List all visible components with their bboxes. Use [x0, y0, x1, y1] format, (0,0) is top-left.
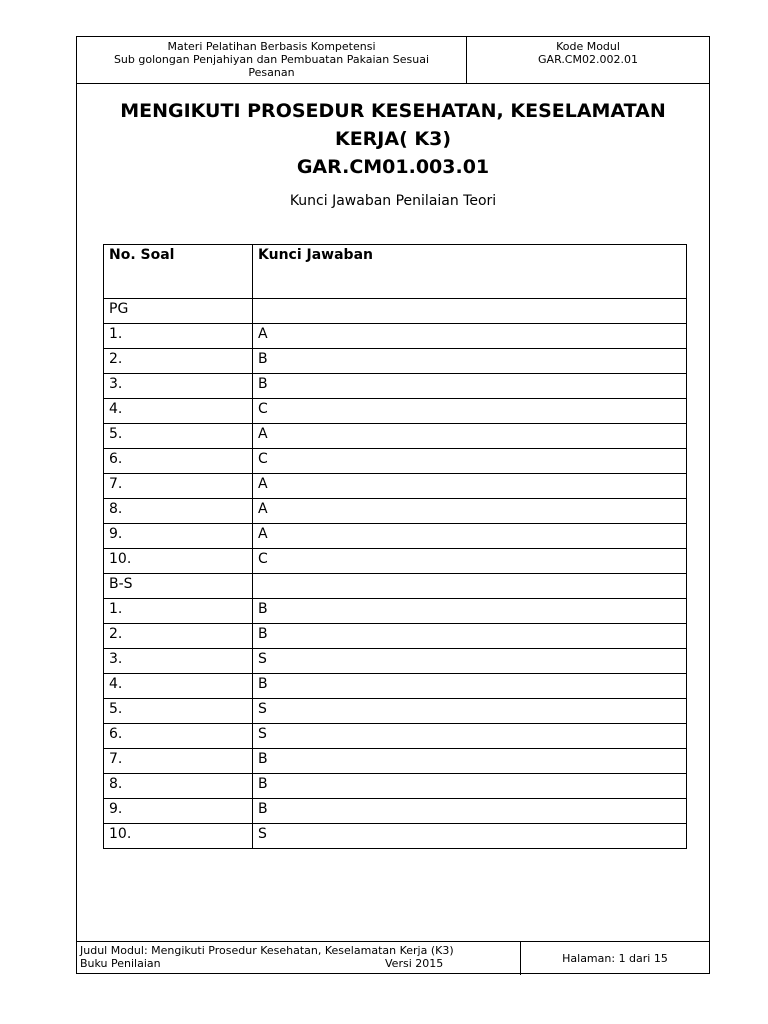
table-row	[104, 374, 687, 399]
footer-module-title: Judul Modul: Mengikuti Prosedur Kesehatan, Keselamatan Kerja (K3)	[80, 944, 454, 957]
header-course-line1: Materi Pelatihan Berbasis Kompetensi	[167, 40, 376, 53]
question-number-cell: PG	[104, 299, 253, 324]
table-header-row	[104, 245, 687, 299]
question-number-cell: 3.	[104, 374, 253, 399]
answer-key-cell: A	[253, 524, 687, 549]
answer-key-cell: S	[253, 649, 687, 674]
question-number-cell: 1.	[104, 324, 253, 349]
answer-key-cell: S	[253, 699, 687, 724]
question-number-cell: 2.	[104, 624, 253, 649]
table-row	[104, 499, 687, 524]
answer-key-cell: A	[253, 424, 687, 449]
document-title	[77, 97, 709, 181]
question-number-cell: 4.	[104, 399, 253, 424]
answer-key-cell: B	[253, 774, 687, 799]
question-number-cell: 5.	[104, 424, 253, 449]
question-number-cell: 8.	[104, 499, 253, 524]
table-row	[104, 574, 687, 599]
title-line1: MENGIKUTI PROSEDUR KESEHATAN, KESELAMATAN	[120, 100, 666, 122]
answer-key-cell: B	[253, 599, 687, 624]
answer-key-cell: B	[253, 349, 687, 374]
answer-key-cell: A	[253, 324, 687, 349]
answer-key-cell: S	[253, 824, 687, 849]
question-number-cell: 8.	[104, 774, 253, 799]
table-row	[104, 449, 687, 474]
table-row	[104, 549, 687, 574]
title-line3: GAR.CM01.003.01	[296, 156, 490, 178]
question-number-cell: 6.	[104, 449, 253, 474]
answer-key-cell: C	[253, 399, 687, 424]
table-row	[104, 524, 687, 549]
table-row	[104, 749, 687, 774]
answer-key-table	[103, 244, 687, 849]
answer-key-cell: S	[253, 724, 687, 749]
table-row	[104, 799, 687, 824]
question-number-cell: 6.	[104, 724, 253, 749]
document-page	[76, 36, 710, 974]
column-header-question-no: No. Soal	[104, 245, 253, 299]
answer-key-cell: B	[253, 799, 687, 824]
answer-key-cell: B	[253, 674, 687, 699]
table-row	[104, 699, 687, 724]
answer-key-cell: A	[253, 499, 687, 524]
table-row	[104, 399, 687, 424]
header-course-line3: Pesanan	[248, 66, 295, 79]
table-row	[104, 424, 687, 449]
table-row	[104, 774, 687, 799]
answer-key-cell: C	[253, 449, 687, 474]
question-number-cell: 9.	[104, 799, 253, 824]
table-row	[104, 674, 687, 699]
footer-book-name: Buku Penilaian	[80, 957, 161, 970]
table-row	[104, 349, 687, 374]
table-row	[104, 624, 687, 649]
table-row	[104, 599, 687, 624]
footer-module-info	[77, 942, 521, 975]
table-row	[104, 824, 687, 849]
question-number-cell: B-S	[104, 574, 253, 599]
table-row	[104, 724, 687, 749]
footer-row2	[80, 957, 520, 970]
question-number-cell: 3.	[104, 649, 253, 674]
question-number-cell: 7.	[104, 474, 253, 499]
table-row	[104, 324, 687, 349]
column-header-answer-key: Kunci Jawaban	[253, 245, 687, 299]
table-row	[104, 474, 687, 499]
question-number-cell: 5.	[104, 699, 253, 724]
header-course-line2: Sub golongan Penjahiyan dan Pembuatan Pakaian Sesuai	[113, 53, 430, 66]
answer-key-cell: B	[253, 749, 687, 774]
title-line2: KERJA( K3)	[334, 128, 452, 150]
answer-key-cell: B	[253, 624, 687, 649]
answer-key-cell: C	[253, 549, 687, 574]
header-module-code-value: GAR.CM02.002.01	[538, 53, 638, 66]
question-number-cell: 1.	[104, 599, 253, 624]
header-course-info	[77, 37, 467, 83]
table-row	[104, 299, 687, 324]
answer-key-cell: A	[253, 474, 687, 499]
page-footer	[77, 941, 709, 975]
footer-version: Versi 2015	[385, 957, 444, 970]
question-number-cell: 7.	[104, 749, 253, 774]
question-number-cell: 10.	[104, 824, 253, 849]
question-number-cell: 2.	[104, 349, 253, 374]
question-number-cell: 4.	[104, 674, 253, 699]
table-row	[104, 649, 687, 674]
question-number-cell: 10.	[104, 549, 253, 574]
answer-key-cell	[253, 299, 687, 324]
question-number-cell: 9.	[104, 524, 253, 549]
answer-key-cell	[253, 574, 687, 599]
header-module-code-label: Kode Modul	[556, 40, 620, 53]
document-subtitle: Kunci Jawaban Penilaian Teori	[289, 193, 497, 209]
header-module-code	[467, 37, 709, 86]
page-header	[77, 37, 709, 84]
footer-page-number: Halaman: 1 dari 15	[562, 952, 668, 965]
answer-key-cell: B	[253, 374, 687, 399]
